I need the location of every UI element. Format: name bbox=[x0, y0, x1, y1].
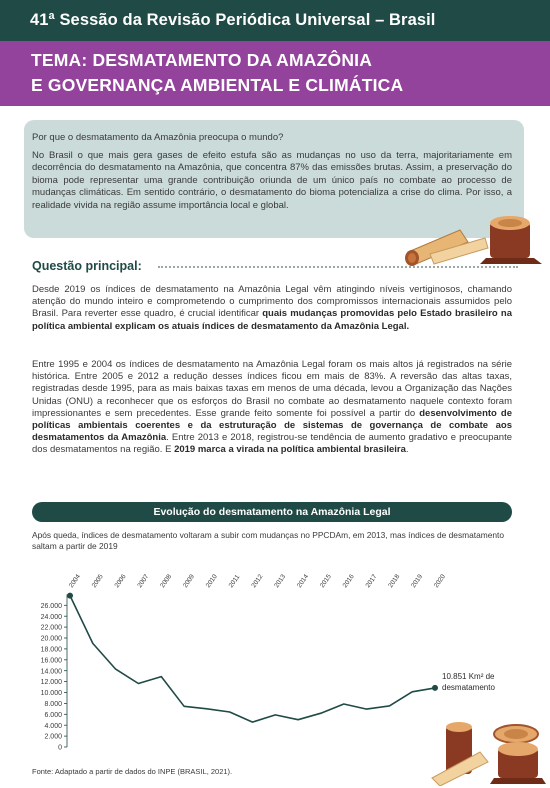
main-question-paragraph-2 bbox=[32, 359, 512, 457]
x-tick-label: 2016 bbox=[341, 573, 356, 590]
data-point-last bbox=[432, 685, 438, 691]
x-tick-label: 2007 bbox=[136, 573, 151, 590]
y-tick-label: 14.000 bbox=[40, 668, 62, 676]
wood-logs-illustration-bottom bbox=[430, 718, 548, 786]
x-tick-label: 2020 bbox=[432, 573, 447, 590]
section-divider bbox=[158, 266, 518, 268]
y-tick-label: 22.000 bbox=[40, 624, 62, 632]
x-tick-label: 2004 bbox=[67, 573, 82, 590]
y-tick-label: 24.000 bbox=[40, 613, 62, 621]
theme-title-line-1: TEMA: DESMATAMENTO DA AMAZÔNIA bbox=[31, 50, 373, 70]
y-tick-label: 26.000 bbox=[40, 602, 62, 610]
y-tick-label: 18.000 bbox=[40, 646, 62, 654]
x-tick-label: 2013 bbox=[273, 573, 288, 590]
paragraph-1-text: Desde 2019 os índices de desmatamento na Amazônia Legal vêm atingindo níveis vertiginosos, chamando atenção do mundo inteiro e comprometendo o cumprimento dos compromissos internacionais assumidos pelo Brasil. Para reverter esse quadro, é crucial identificar bbox=[32, 284, 512, 320]
annotation-line-2: desmatamento bbox=[442, 682, 495, 692]
y-tick-label: 12.000 bbox=[40, 679, 62, 687]
x-tick-label: 2005 bbox=[90, 573, 105, 590]
y-tick-label: 16.000 bbox=[40, 657, 62, 665]
main-question-paragraph-1 bbox=[32, 284, 512, 333]
x-tick-label: 2006 bbox=[113, 573, 128, 590]
page-title: 41ª Sessão da Revisão Periódica Universal – Brasil bbox=[30, 11, 436, 29]
chart-source: Fonte: Adaptado a partir de dados do INPE (BRASIL, 2021). bbox=[32, 767, 233, 776]
x-tick-label: 2014 bbox=[296, 573, 311, 590]
x-tick-label: 2018 bbox=[387, 573, 402, 590]
chart-description: Após queda, índices de desmatamento voltaram a subir com mudanças no PPCDAm, em 2013, mas índices de desmatamento saltam a partir de 2019 bbox=[32, 530, 505, 551]
paragraph-2-text-a: Entre 1995 e 2004 os índices de desmatamento na Amazônia Legal foram os mais altos já registrados na série histórica. Entre 2005 e 2012 a redução desses índices ficou em mais de 83%. A reversão das altas taxas, registradas desde 1995, para as mais baixas taxas em menos de uma década, levou a Organização das Nações Unidas (ONU) a reconhecer que os esforços do Brasil no combate ao desmatamento naquele contexto foram impressionantes e sem precedentes. Esse grande feito somente foi possível a partir do bbox=[32, 359, 512, 419]
y-tick-label: 8.000 bbox=[44, 701, 62, 708]
data-point-first bbox=[67, 593, 73, 599]
annotation-line-1: 10.851 Km² de bbox=[442, 671, 495, 681]
paragraph-2-emphasis-a: desenvolvimento de políticas ambientais coerentes e da estruturação de sistemas de governança de combate aos desmatamentos da Amazônia bbox=[32, 407, 512, 444]
y-tick-label: 4.000 bbox=[44, 722, 62, 730]
y-tick-label: 10.000 bbox=[40, 690, 62, 698]
x-tick-label: 2009 bbox=[181, 573, 196, 590]
paragraph-2-emphasis-b: 2019 marca a virada na política ambiental brasileira bbox=[174, 444, 406, 456]
y-tick-label: 0 bbox=[58, 744, 62, 752]
chart-header-title: Evolução do desmatamento na Amazônia Legal bbox=[153, 506, 391, 518]
y-tick-label: 6.000 bbox=[44, 711, 62, 719]
x-tick-label: 2017 bbox=[364, 573, 379, 590]
paragraph-2-text-b: . Entre 2013 e 2018, registrou-se tendência de aumento gradativo e preocupante dos desmatamentos na região. E bbox=[32, 432, 512, 456]
x-tick-label: 2015 bbox=[318, 573, 333, 590]
intro-question: Por que o desmatamento da Amazônia preocupa o mundo? bbox=[32, 132, 284, 143]
x-tick-label: 2019 bbox=[410, 573, 425, 590]
y-tick-label: 2.000 bbox=[44, 733, 62, 741]
x-tick-label: 2008 bbox=[159, 573, 174, 590]
x-tick-label: 2012 bbox=[250, 573, 265, 590]
intro-text: No Brasil o que mais gera gases de efeito estufa são as mudanças no uso da terra, majoritariamente em decorrência do desmatamento na Amazônia, que concentra 87% das emissões brutas. Assim, a preservação do bioma pode representar uma grande contribuição oriunda de um único país no combate ao processo de mudanças climáticas. Em sentido contrário, o desmatamento do bioma potencializa a crise do clima. Por isso, a realidade vivida na região assume importância local e global. bbox=[32, 150, 512, 211]
x-tick-label: 2010 bbox=[204, 573, 219, 590]
paragraph-2-text-c: . bbox=[405, 444, 409, 456]
x-tick-label: 2011 bbox=[227, 573, 242, 590]
series-line bbox=[70, 596, 435, 723]
main-question-title: Questão principal: bbox=[32, 259, 142, 273]
y-tick-label: 20.000 bbox=[40, 635, 62, 643]
theme-title-line-2: E GOVERNANÇA AMBIENTAL E CLIMÁTICA bbox=[31, 75, 404, 95]
paragraph-1-emphasis: quais mudanças promovidas pelo Estado brasileiro na política ambiental explicam os atuais índices de desmatamento da Amazônia Legal. bbox=[32, 308, 512, 332]
wood-logs-illustration-top bbox=[400, 212, 550, 268]
